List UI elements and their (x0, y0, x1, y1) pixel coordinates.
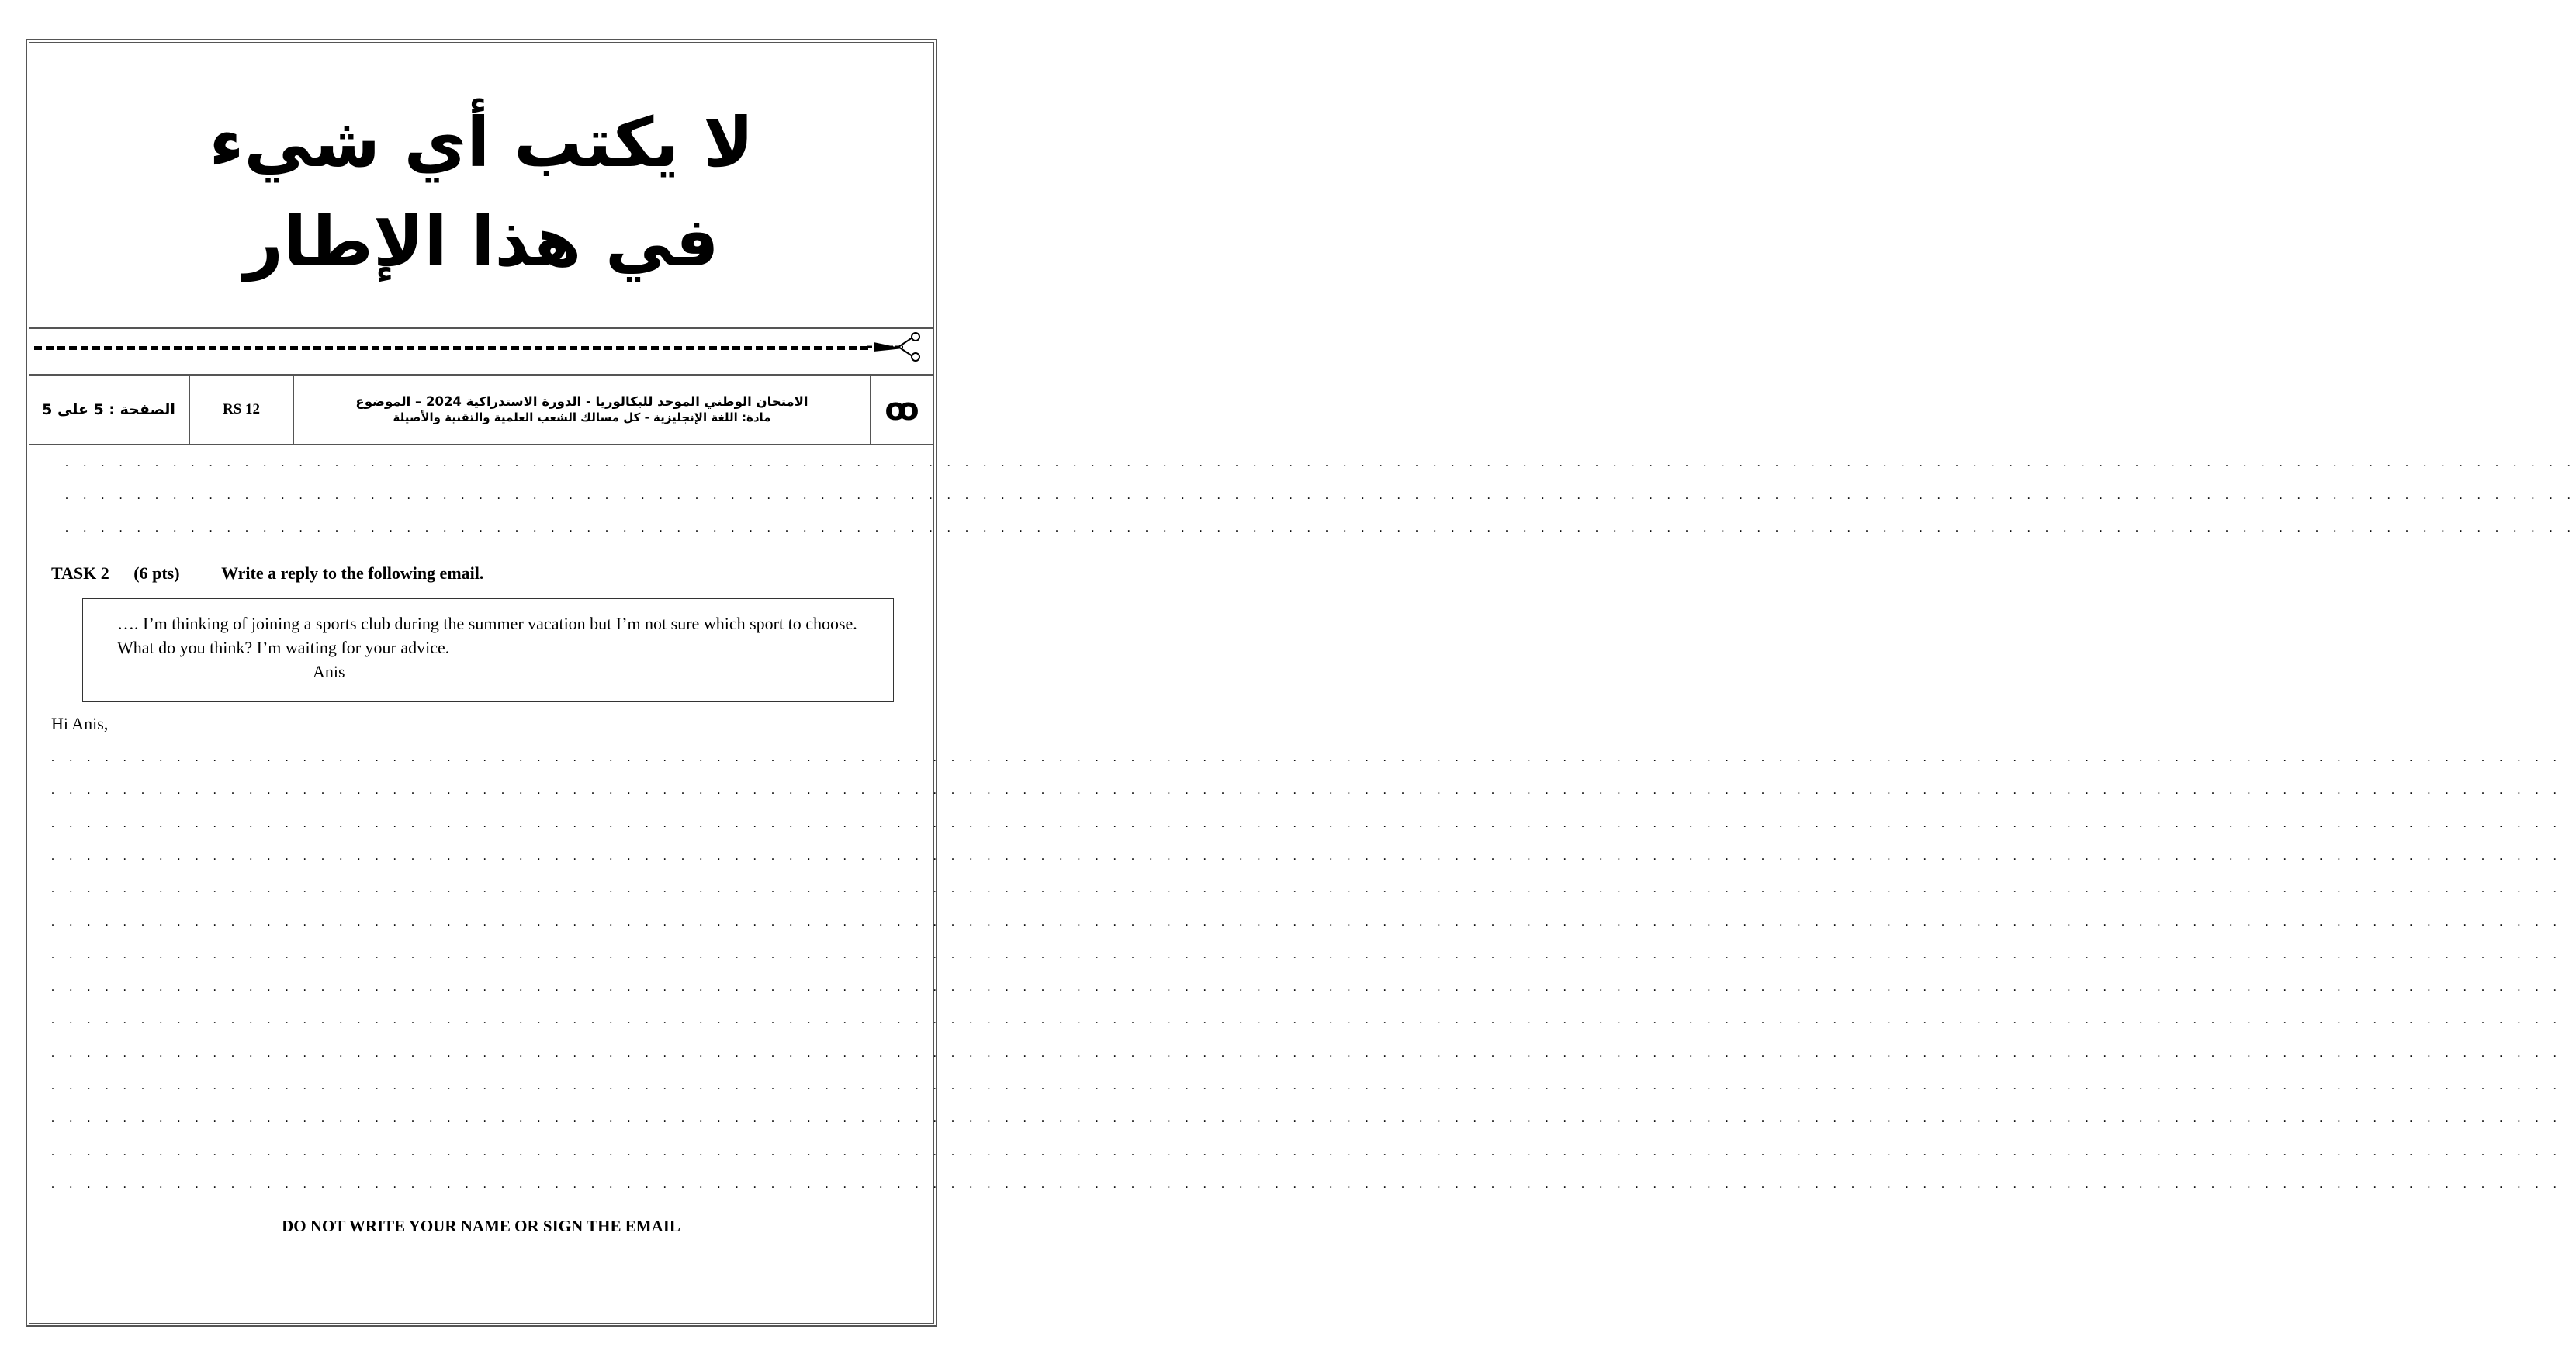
reply-line[interactable]: . . . . . . . . . . . . . . . . . . . . . . . . . . . . . . . . . . . . . . . . . . . . . . . . . . . . . . . . . . . . . . . . . . . . . . . . . . . . . . . . . . . . . . . . . . . . . . . . . . . . . . . . . . . . . . . . . . . . . . . . . . . . . . . . . . . . . . . . . . . . (51, 751, 2563, 764)
exam-title (294, 376, 871, 444)
task-label: TASK 2 (51, 563, 109, 583)
exam-title-line-1: الامتحان الوطني الموحد للبكالوريا - الدورة الاستدراكية 2024 – الموضوع (355, 394, 808, 409)
reply-line[interactable]: . . . . . . . . . . . . . . . . . . . . . . . . . . . . . . . . . . . . . . . . . . . . . . . . . . . . . . . . . . . . . . . . . . . . . . . . . . . . . . . . . . . . . . . . . . . . . . . . . . . . . . . . . . . . . . . . . . . . . . . . . . . . . . . . . . . . . . . . . . . . (51, 1177, 2563, 1191)
task-points: (6 pts) (133, 563, 180, 583)
reply-line[interactable]: . . . . . . . . . . . . . . . . . . . . . . . . . . . . . . . . . . . . . . . . . . . . . . . . . . . . . . . . . . . . . . . . . . . . . . . . . . . . . . . . . . . . . . . . . . . . . . . . . . . . . . . . . . . . . . . . . . . . . . . . . . . . . . . . . . . . . . . . . . . . (51, 981, 2563, 995)
do-not-write-warning (29, 93, 934, 292)
reply-line[interactable]: . . . . . . . . . . . . . . . . . . . . . . . . . . . . . . . . . . . . . . . . . . . . . . . . . . . . . . . . . . . . . . . . . . . . . . . . . . . . . . . . . . . . . . . . . . . . . . . . . . . . . . . . . . . . . . . . . . . . . . . . . . . . . . . . . . . . . . . . . . . . (51, 915, 2563, 929)
reply-greeting: Hi Anis, (51, 714, 109, 733)
email-sender: Anis (313, 662, 345, 681)
reply-line[interactable]: . . . . . . . . . . . . . . . . . . . . . . . . . . . . . . . . . . . . . . . . . . . . . . . . . . . . . . . . . . . . . . . . . . . . . . . . . . . . . . . . . . . . . . . . . . . . . . . . . . . . . . . . . . . . . . . . . . . . . . . . . . . . . . . . . . . . . . . . . . . . (51, 947, 2563, 961)
warning-line-1: لا يكتب أي شيء (209, 102, 754, 182)
reply-line[interactable]: . . . . . . . . . . . . . . . . . . . . . . . . . . . . . . . . . . . . . . . . . . . . . . . . . . . . . . . . . . . . . . . . . . . . . . . . . . . . . . . . . . . . . . . . . . . . . . . . . . . . . . . . . . . . . . . . . . . . . . . . . . . . . . . . . . . . . . . . . . . . (51, 849, 2563, 863)
scissors-icon (867, 331, 925, 362)
reply-line[interactable]: . . . . . . . . . . . . . . . . . . . . . . . . . . . . . . . . . . . . . . . . . . . . . . . . . . . . . . . . . . . . . . . . . . . . . . . . . . . . . . . . . . . . . . . . . . . . . . . . . . . . . . . . . . . . . . . . . . . . . . . . . . . . . . . . . . . . . . . . . . . . (51, 816, 2563, 830)
answer-line[interactable]: . . . . . . . . . . . . . . . . . . . . . . . . . . . . . . . . . . . . . . . . . . . . . . . . . . . . . . . . . . . . . . . . . . . . . . . . . . . . . . . . . . . . . . . . . . . . . . . . . . . . . . . . . . . . . . . . . . . . . . . . . . . . . . . . . . . . . . . . . . . . (65, 489, 2576, 502)
exam-title-line-2: مادة: اللغة الإنجليزية - كل مسالك الشعب العلمية والتقنية والأصيلة (393, 410, 771, 424)
reply-line[interactable]: . . . . . . . . . . . . . . . . . . . . . . . . . . . . . . . . . . . . . . . . . . . . . . . . . . . . . . . . . . . . . . . . . . . . . . . . . . . . . . . . . . . . . . . . . . . . . . . . . . . . . . . . . . . . . . . . . . . . . . . . . . . . . . . . . . . . . . . . . . . . (51, 1145, 2563, 1158)
footer-instruction: DO NOT WRITE YOUR NAME OR SIGN THE EMAIL (282, 1217, 680, 1235)
answer-line[interactable]: . . . . . . . . . . . . . . . . . . . . . . . . . . . . . . . . . . . . . . . . . . . . . . . . . . . . . . . . . . . . . . . . . . . . . . . . . . . . . . . . . . . . . . . . . . . . . . . . . . . . . . . . . . . . . . . . . . . . . . . . . . . . . . . . . . . . . . . . . . . . (65, 521, 2576, 535)
reply-line[interactable]: . . . . . . . . . . . . . . . . . . . . . . . . . . . . . . . . . . . . . . . . . . . . . . . . . . . . . . . . . . . . . . . . . . . . . . . . . . . . . . . . . . . . . . . . . . . . . . . . . . . . . . . . . . . . . . . . . . . . . . . . . . . . . . . . . . . . . . . . . . . . (51, 882, 2563, 896)
answer-line[interactable]: . . . . . . . . . . . . . . . . . . . . . . . . . . . . . . . . . . . . . . . . . . . . . . . . . . . . . . . . . . . . . . . . . . . . . . . . . . . . . . . . . . . . . . . . . . . . . . . . . . . . . . . . . . . . . . . . . . . . . . . . . . . . . . . . . . . . . . . . . . . . (65, 456, 2576, 469)
page-number: الصفحة : 5 على 5 (29, 376, 190, 444)
subject-code: RS 12 (190, 376, 294, 444)
warning-line-2: في هذا الإطار (244, 202, 719, 282)
cut-line (34, 346, 868, 350)
exam-logo: ꝏ (885, 392, 919, 428)
reply-line[interactable]: . . . . . . . . . . . . . . . . . . . . . . . . . . . . . . . . . . . . . . . . . . . . . . . . . . . . . . . . . . . . . . . . . . . . . . . . . . . . . . . . . . . . . . . . . . . . . . . . . . . . . . . . . . . . . . . . . . . . . . . . . . . . . . . . . . . . . . . . . . . . (51, 1013, 2563, 1027)
cut-section-top-line (29, 327, 934, 329)
reply-line[interactable]: . . . . . . . . . . . . . . . . . . . . . . . . . . . . . . . . . . . . . . . . . . . . . . . . . . . . . . . . . . . . . . . . . . . . . . . . . . . . . . . . . . . . . . . . . . . . . . . . . . . . . . . . . . . . . . . . . . . . . . . . . . . . . . . . . . . . . . . . . . . . (51, 1079, 2563, 1093)
email-body: …. I’m thinking of joining a sports club during the summer vacation but I’m not sure which sport to choose. What do you think? I’m waiting for your advice. (117, 614, 857, 657)
reply-line[interactable]: . . . . . . . . . . . . . . . . . . . . . . . . . . . . . . . . . . . . . . . . . . . . . . . . . . . . . . . . . . . . . . . . . . . . . . . . . . . . . . . . . . . . . . . . . . . . . . . . . . . . . . . . . . . . . . . . . . . . . . . . . . . . . . . . . . . . . . . . . . . . (51, 784, 2563, 798)
task-instruction: Write a reply to the following email. (221, 563, 484, 583)
exam-header (29, 374, 934, 445)
reply-line[interactable]: . . . . . . . . . . . . . . . . . . . . . . . . . . . . . . . . . . . . . . . . . . . . . . . . . . . . . . . . . . . . . . . . . . . . . . . . . . . . . . . . . . . . . . . . . . . . . . . . . . . . . . . . . . . . . . . . . . . . . . . . . . . . . . . . . . . . . . . . . . . . (51, 1112, 2563, 1126)
email-prompt-box (82, 598, 894, 702)
reply-line[interactable]: . . . . . . . . . . . . . . . . . . . . . . . . . . . . . . . . . . . . . . . . . . . . . . . . . . . . . . . . . . . . . . . . . . . . . . . . . . . . . . . . . . . . . . . . . . . . . . . . . . . . . . . . . . . . . . . . . . . . . . . . . . . . . . . . . . . . . . . . . . . . (51, 1046, 2563, 1060)
task-heading (51, 563, 483, 584)
